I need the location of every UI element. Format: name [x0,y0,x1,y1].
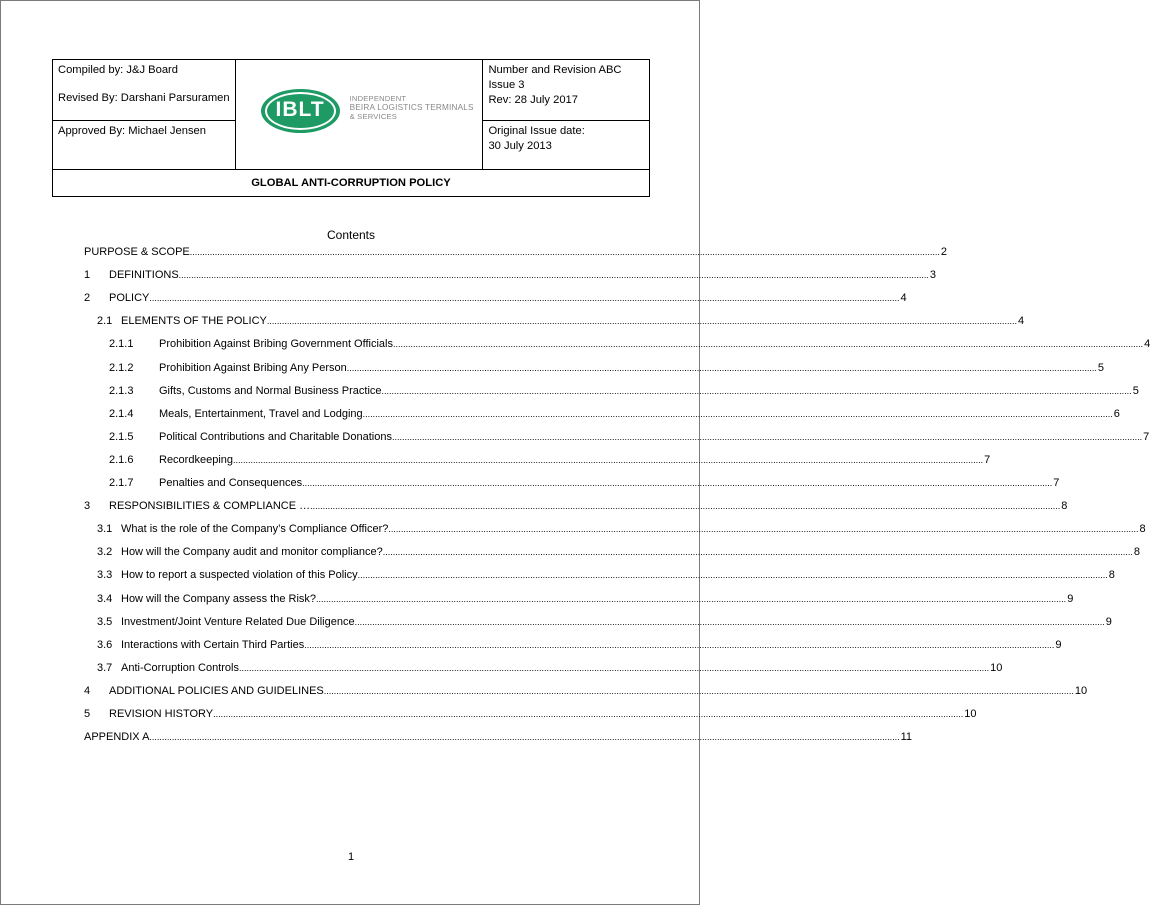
toc-entry[interactable] [109,337,1150,352]
toc-dot-leader: ............................................................................................................................................................................................................................................................................................................ [357,570,1108,581]
toc-entry-page: 9 [1055,638,1062,651]
revision-date: Rev: 28 July 2017 [488,94,578,106]
toc-entry-number: 2.1.5 [109,430,134,443]
toc-entry-number: 5 [84,708,91,720]
toc-dot-leader: ............................................................................................................................................................................................................................................................................................................ [178,270,929,281]
original-issue-cell [483,121,650,170]
logo-abbr: IBLT [275,97,325,121]
toc-dot-leader: ............................................................................................................................................................................................................................................................................................................ [392,339,1144,350]
toc-dot-leader: ............................................................................................................................................................................................................................................................................................................ [381,385,1132,396]
toc-dot-leader: ............................................................................................................................................................................................................................................................................................................ [304,639,1055,650]
toc-entry[interactable] [109,453,991,468]
toc-entry[interactable] [97,615,1112,630]
toc-entry-number: 4 [84,684,91,697]
toc-entry-title: Political Contributions and Charitable Donations [159,430,392,443]
logo-tag-line3: & SERVICES [349,111,398,121]
toc-entry-title: How will the Company audit and monitor compliance? [121,546,383,559]
toc-entry[interactable] [109,407,1120,422]
toc-entry-title: Interactions with Certain Third Parties [121,638,305,651]
toc-entry-number: 3.1 [97,523,113,536]
toc-entry[interactable] [97,314,1025,329]
toc-dot-leader: ............................................................................................................................................................................................................................................................................................................ [302,478,1053,488]
toc-entry-title: RESPONSIBILITIES & COMPLIANCE … [109,500,311,513]
contents-heading: Contents [326,228,376,242]
toc-entry-page: 4 [900,292,907,305]
toc-dot-leader: ............................................................................................................................................................................................................................................................................................................ [323,685,1074,696]
toc-entry-page: 7 [1053,477,1060,489]
number-revision: Number and Revision ABC [488,64,622,76]
toc-entry-page: 3 [929,269,936,282]
toc-entry-title: APPENDIX A [84,731,150,744]
toc-entry-number: 3.2 [97,546,113,559]
toc-entry-title: Anti-Corruption Controls [121,661,239,674]
toc-entry-page: 4 [1018,315,1025,328]
toc-entry-title: What is the role of the Company’s Compliance Officer? [121,523,389,536]
toc-entry[interactable] [84,707,977,722]
toc-entry-page: 5 [1097,361,1105,374]
toc-entry-page: 5 [1132,384,1139,397]
toc-entry-page: 7 [1143,430,1150,443]
original-issue-date: 30 July 2013 [488,140,552,152]
toc-entry[interactable] [97,661,1003,676]
approved-cell [53,121,236,170]
toc-entry-title: REVISION HISTORY [109,708,214,720]
toc-entry[interactable] [109,430,1150,445]
toc-entry-number: 3.6 [97,638,113,651]
toc-entry-number: 3 [84,500,91,513]
document-header-table [52,59,650,197]
toc-entry-number: 3.7 [97,661,113,674]
policy-title: GLOBAL ANTI-CORRUPTION POLICY [251,176,451,189]
toc-entry[interactable] [84,291,907,306]
toc-entry[interactable] [84,245,948,260]
toc-entry[interactable] [97,522,1146,537]
toc-dot-leader: ............................................................................................................................................................................................................................................................................................................ [346,362,1097,373]
original-issue-label: Original Issue date: [488,125,585,137]
toc-entry-title: ELEMENTS OF THE POLICY [121,315,267,328]
toc-entry-title: Investment/Joint Venture Related Due Diligence [121,615,355,628]
toc-entry-title: ADDITIONAL POLICIES AND GUIDELINES [109,684,324,697]
toc-entry-title: How will the Company assess the Risk? [121,592,317,605]
toc-entry-title: Meals, Entertainment, Travel and Lodging [159,407,363,420]
revised-by: Revised By: Darshani Parsuramen [58,92,230,104]
toc-entry-number: 2.1.7 [109,477,134,489]
toc-entry[interactable] [84,684,1088,699]
toc-dot-leader: ............................................................................................................................................................................................................................................................................................................ [213,709,964,719]
toc-entry-title: How to report a suspected violation of this Policy [121,569,358,582]
toc-dot-leader: ............................................................................................................................................................................................................................................................................................................ [316,593,1067,604]
toc-dot-leader: ............................................................................................................................................................................................................................................................................................................ [239,662,990,673]
logo-tag-line2: BEIRA LOGISTICS TERMINALS [349,102,474,112]
toc-entry-number: 2.1 [97,315,113,328]
logo-oval [261,89,340,133]
toc-entry[interactable] [109,476,1060,491]
toc-entry-number: 2.1.6 [109,453,134,466]
policy-title-cell [53,170,650,197]
toc-entry[interactable] [97,638,1062,653]
toc-dot-leader: ............................................................................................................................................................................................................................................................................................................ [388,524,1139,535]
toc-entry-number: 1 [84,269,91,282]
toc-entry[interactable] [97,568,1115,583]
toc-entry-page: 10 [1074,684,1088,697]
toc-dot-leader: ............................................................................................................................................................................................................................................................................................................ [362,408,1113,419]
logo-tagline [350,94,480,121]
toc-entry-page: 11 [900,731,912,744]
toc-entry-title: Prohibition Against Bribing Government Officials [159,338,393,351]
toc-entry-title: PURPOSE & SCOPE [84,246,190,258]
toc-entry-page: 9 [1067,592,1074,605]
toc-entry-title: Recordkeeping [159,453,233,466]
toc-dot-leader: ............................................................................................................................................................................................................................................................................................................ [382,547,1133,558]
approved-by: Approved By: Michael Jensen [58,125,207,137]
issue-number: Issue 3 [488,79,525,91]
toc-entry-title: POLICY [109,292,150,305]
toc-entry-title: Prohibition Against Bribing Any Person [159,361,347,374]
revision-cell [483,60,650,121]
toc-entry-number: 2 [84,292,91,305]
toc-entry-page: 8 [1108,569,1115,582]
company-logo [236,61,483,169]
toc-entry-page: 10 [990,661,1003,674]
logo-tag-line1: INDEPENDENT [349,93,407,103]
toc-entry-title: Penalties and Consequences [159,477,303,489]
toc-entry-page: 2 [940,246,948,258]
toc-entry[interactable] [97,592,1074,607]
toc-entry-page: 10 [964,708,977,720]
toc-entry-number: 2.1.3 [109,384,134,397]
compiled-revised-cell [53,60,236,121]
toc-entry-page: 8 [1061,500,1068,513]
toc-entry[interactable] [109,361,1105,376]
toc-entry-title: DEFINITIONS [109,269,179,282]
toc-dot-leader: ............................................................................................................................................................................................................................................................................................................ [266,316,1018,327]
toc-entry[interactable] [84,499,1068,514]
toc-dot-leader: ............................................................................................................................................................................................................................................................................................................ [391,431,1143,442]
toc-entry-page: 8 [1133,546,1140,559]
toc-entry-page: 6 [1113,407,1120,420]
toc-entry-number: 3.5 [97,615,113,628]
toc-dot-leader: ............................................................................................................................................................................................................................................................................................................ [189,247,940,257]
toc-entry-page: 9 [1105,615,1112,628]
toc-entry[interactable] [84,730,912,745]
toc-entry-page: 8 [1139,523,1146,536]
toc-entry[interactable] [84,268,936,283]
toc-entry-number: 2.1.1 [109,338,134,351]
toc-entry-number: 2.1.4 [109,407,134,420]
logo-cell [235,60,483,170]
toc-entry-number: 2.1.2 [109,361,134,374]
toc-entry-title: Gifts, Customs and Normal Business Practice [159,384,382,397]
toc-dot-leader: ............................................................................................................................................................................................................................................................................................................ [233,454,984,465]
compiled-by: Compiled by: J&J Board [58,64,179,76]
toc-entry-page: 4 [1144,338,1150,351]
toc-entry[interactable] [109,384,1139,399]
toc-entry-page: 7 [984,453,991,466]
toc-dot-leader: ............................................................................................................................................................................................................................................................................................................ [149,732,900,743]
toc-entry-number: 3.3 [97,569,113,582]
toc-entry[interactable] [97,545,1140,560]
toc-dot-leader: ............................................................................................................................................................................................................................................................................................................ [149,293,900,304]
page-number: 1 [347,851,355,863]
toc-dot-leader: ............................................................................................................................................................................................................................................................................................................ [354,616,1105,627]
toc-entry-number: 3.4 [97,592,113,605]
toc-dot-leader: ............................................................................................................................................................................................................................................................................................................ [310,501,1061,512]
